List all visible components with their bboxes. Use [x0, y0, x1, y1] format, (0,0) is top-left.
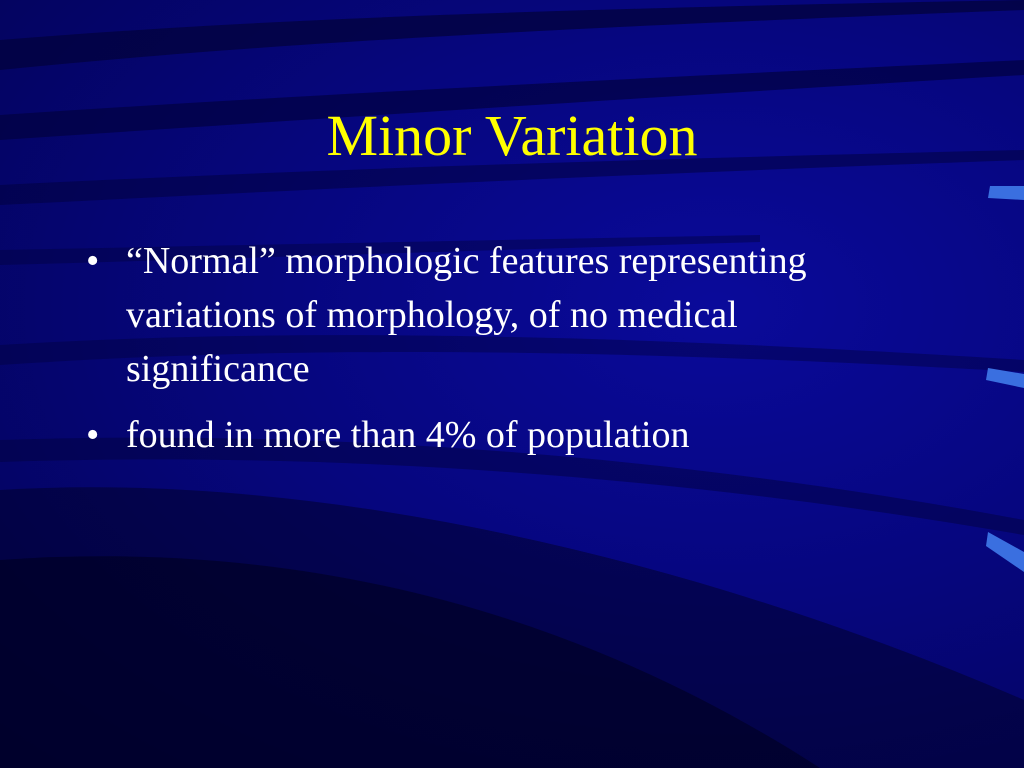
slide-title: Minor Variation: [326, 103, 698, 168]
bullet-item: [86, 234, 906, 396]
bullet-text: “Normal” morphologic features representing variations of morphology, of no medical significance: [126, 240, 807, 390]
bullet-marker: •: [86, 414, 100, 456]
bullet-list: [86, 234, 906, 474]
bullet-marker: •: [86, 240, 100, 282]
bullet-text: found in more than 4% of population: [126, 414, 690, 456]
accent-mark-1: [988, 186, 1024, 200]
accent-mark-3: [986, 532, 1024, 572]
bullet-item: [86, 408, 906, 462]
